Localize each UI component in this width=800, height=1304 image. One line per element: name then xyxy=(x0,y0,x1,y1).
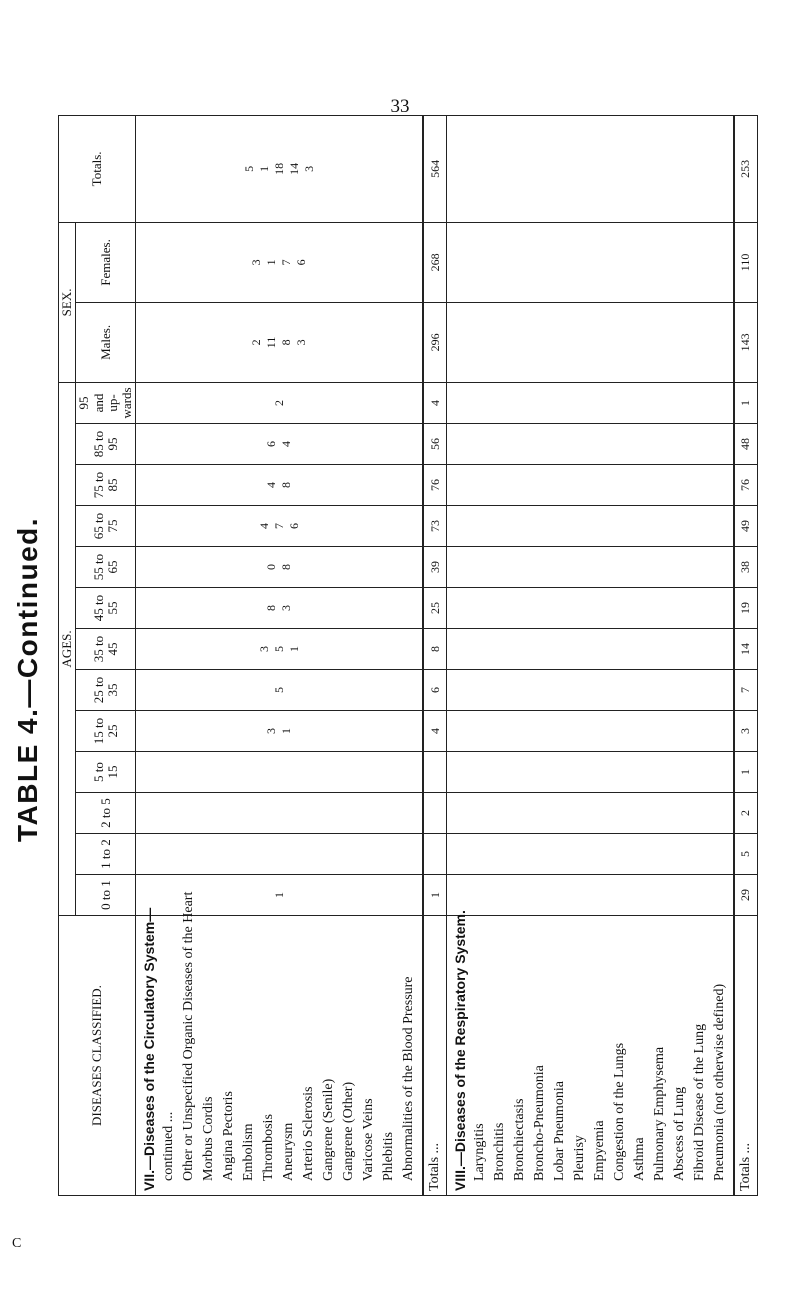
age-group-header: 2 to 5 xyxy=(76,793,136,834)
total-count-cell xyxy=(447,115,734,222)
females-count-cell xyxy=(136,222,423,302)
age-total: 1 xyxy=(734,382,758,423)
age-count: 8 xyxy=(279,564,294,570)
age-total: 76 xyxy=(423,465,447,506)
age-count-cell xyxy=(447,547,734,588)
age-total: 39 xyxy=(423,547,447,588)
total-count: 1 xyxy=(256,165,271,172)
age-group-header: 35 to 45 xyxy=(76,629,136,670)
disease-label: Bronchiectasis xyxy=(511,1098,527,1181)
diseases-table xyxy=(58,115,758,1196)
age-group-header: 85 to 95 xyxy=(76,424,136,465)
corner-mark: C xyxy=(12,1236,22,1251)
males-header: Males. xyxy=(76,302,136,382)
age-count-cell xyxy=(447,834,734,875)
age-total: 76 xyxy=(734,465,758,506)
age-count: 3 xyxy=(264,728,279,734)
disease-label: Embolism xyxy=(241,1123,257,1181)
females-count: 3 xyxy=(249,259,264,266)
disease-label: Morbus Cordis xyxy=(201,1096,217,1181)
age-count: 8 xyxy=(264,605,279,611)
males-count-cell xyxy=(136,302,423,382)
age-total: 56 xyxy=(423,424,447,465)
age-total: 7 xyxy=(734,670,758,711)
disease-label: Gangrene (Senile) xyxy=(321,1078,337,1181)
age-total xyxy=(423,793,447,834)
age-count: 1 xyxy=(271,892,286,898)
age-group-header: 25 to 35 xyxy=(76,670,136,711)
females-header: Females. xyxy=(76,222,136,302)
age-count-cell xyxy=(447,382,734,423)
age-count-cell xyxy=(136,793,423,834)
age-total: 14 xyxy=(734,629,758,670)
statistics-table-rotated xyxy=(58,116,758,1196)
age-group-header: 75 to 85 xyxy=(76,465,136,506)
disease-label: Arterio Sclerosis xyxy=(301,1086,317,1181)
disease-label: Varicose Veins xyxy=(361,1098,377,1181)
age-count: 1 xyxy=(286,646,301,652)
disease-label: Fibroid Disease of the Lung xyxy=(691,1023,707,1181)
disease-label: Pleurisy xyxy=(571,1135,587,1181)
age-total: 73 xyxy=(423,506,447,547)
age-count-cell xyxy=(136,547,423,588)
age-count: 2 xyxy=(271,399,286,406)
age-count-cell xyxy=(447,506,734,547)
females-count: 7 xyxy=(279,259,294,266)
disease-label: Gangrene (Other) xyxy=(341,1081,357,1181)
males-count-cell xyxy=(447,302,734,382)
total-count: 14 xyxy=(286,162,301,175)
disease-list xyxy=(447,910,734,1196)
age-total: 4 xyxy=(423,711,447,752)
age-total: 1 xyxy=(423,875,447,916)
age-count-cell xyxy=(447,629,734,670)
age-total: 49 xyxy=(734,506,758,547)
totals-row xyxy=(423,115,447,1195)
age-total: 29 xyxy=(734,875,758,916)
disease-label: Angina Pectoris xyxy=(221,1091,237,1181)
age-total: 19 xyxy=(734,588,758,629)
age-group-header: 65 to 75 xyxy=(76,506,136,547)
age-count: 4 xyxy=(279,441,294,447)
disease-label: Empyemia xyxy=(591,1120,607,1181)
age-group-header: 45 to 55 xyxy=(76,588,136,629)
age-count-cell xyxy=(136,670,423,711)
sex-header: SEX. xyxy=(59,222,76,382)
age-count-cell xyxy=(136,752,423,793)
diseases-header: DISEASES CLASSIFIED. xyxy=(59,916,136,1196)
disease-label: Thrombosis xyxy=(261,1114,277,1181)
age-group-header: 15 to 25 xyxy=(76,711,136,752)
table-head xyxy=(59,115,136,1195)
section-block xyxy=(447,115,734,1195)
age-count-cell xyxy=(447,465,734,506)
males-count: 2 xyxy=(249,339,264,346)
table-body xyxy=(136,115,758,1195)
age-count-cell xyxy=(447,752,734,793)
age-total: 5 xyxy=(734,834,758,875)
age-count: 4 xyxy=(264,482,279,488)
age-group-header: 5 to 15 xyxy=(76,752,136,793)
section-title-continued: continued ... xyxy=(161,1111,177,1181)
age-total xyxy=(423,752,447,793)
males-count: 8 xyxy=(279,339,294,346)
age-group-header: 0 to 1 xyxy=(76,875,136,916)
age-count-cell xyxy=(136,424,423,465)
total-count: 5 xyxy=(241,165,256,172)
disease-label: Broncho-Pneumonia xyxy=(531,1065,547,1181)
totals-label: Totals ... xyxy=(423,916,447,1196)
age-count: 8 xyxy=(279,482,294,488)
age-group-header: 55 to 65 xyxy=(76,547,136,588)
age-group-header: 95 and up-wards xyxy=(76,382,136,423)
age-count-cell xyxy=(136,588,423,629)
age-total: 3 xyxy=(734,711,758,752)
males-count: 3 xyxy=(294,339,309,346)
females-count: 1 xyxy=(264,259,279,266)
disease-label: Lobar Pneumonia xyxy=(551,1081,567,1181)
age-count-cell xyxy=(447,424,734,465)
age-count-cell xyxy=(447,793,734,834)
disease-label: Other or Unspecified Organic Diseases of the Heart xyxy=(181,891,197,1181)
age-count-cell xyxy=(136,834,423,875)
age-count: 5 xyxy=(271,687,286,693)
disease-label: Pneumonia (not otherwise defined) xyxy=(711,983,727,1181)
age-count: 0 xyxy=(264,564,279,570)
totals-label: Totals ... xyxy=(734,916,758,1196)
females-total: 110 xyxy=(734,222,758,302)
disease-label: Abscess of Lung xyxy=(671,1086,687,1181)
age-total: 4 xyxy=(423,382,447,423)
totals-row xyxy=(734,115,758,1195)
disease-label: Pulmonary Emphysema xyxy=(651,1046,667,1181)
age-count-cell xyxy=(136,711,423,752)
age-count: 6 xyxy=(286,523,301,529)
age-count: 3 xyxy=(279,605,294,611)
age-count-cell xyxy=(136,629,423,670)
total-count: 3 xyxy=(301,165,316,172)
females-count-cell xyxy=(447,222,734,302)
totals-header: Totals. xyxy=(59,115,136,222)
age-total: 25 xyxy=(423,588,447,629)
header-row-top xyxy=(59,115,76,1195)
grand-total: 564 xyxy=(423,115,447,222)
age-total: 1 xyxy=(734,752,758,793)
age-count-cell xyxy=(136,465,423,506)
disease-label: Aneurysm xyxy=(281,1122,297,1181)
age-count: 6 xyxy=(264,441,279,447)
disease-label: Asthma xyxy=(631,1137,647,1181)
age-total: 6 xyxy=(423,670,447,711)
females-count: 6 xyxy=(294,259,309,266)
ages-header: AGES. xyxy=(59,382,76,915)
age-total: 8 xyxy=(423,629,447,670)
disease-label: Bronchitis xyxy=(491,1122,507,1181)
table-side-title: TABLE 4.—Continued. xyxy=(12,516,43,842)
section-title: VIII.—Diseases of the Respiratory System. xyxy=(451,910,468,1191)
males-total: 296 xyxy=(423,302,447,382)
total-count: 18 xyxy=(271,162,286,175)
males-total: 143 xyxy=(734,302,758,382)
disease-label: Abnormalities of the Blood Pressure xyxy=(401,976,417,1181)
disease-list xyxy=(136,891,423,1196)
age-total: 38 xyxy=(734,547,758,588)
age-total: 2 xyxy=(734,793,758,834)
age-count: 1 xyxy=(279,728,294,734)
age-count: 7 xyxy=(271,523,286,529)
disease-label: Phlebitis xyxy=(381,1131,397,1181)
age-count-cell xyxy=(447,711,734,752)
age-group-header: 1 to 2 xyxy=(76,834,136,875)
age-count: 3 xyxy=(256,646,271,652)
total-count-cell xyxy=(136,115,423,222)
grand-total: 253 xyxy=(734,115,758,222)
age-count-cell xyxy=(447,588,734,629)
age-count-cell xyxy=(136,506,423,547)
age-count-cell xyxy=(136,382,423,423)
age-total xyxy=(423,834,447,875)
section-title: VII.—Diseases of the Circulatory System— xyxy=(141,907,158,1191)
section-block xyxy=(136,115,423,1195)
age-total: 48 xyxy=(734,424,758,465)
males-count: 11 xyxy=(264,336,279,349)
age-count-cell xyxy=(447,875,734,916)
page-number: 33 xyxy=(390,96,410,117)
disease-label: Laryngitis xyxy=(471,1123,487,1181)
disease-label: Congestion of the Lungs xyxy=(611,1042,627,1181)
age-count: 4 xyxy=(256,523,271,529)
age-count: 5 xyxy=(271,646,286,652)
age-count-cell xyxy=(447,670,734,711)
females-total: 268 xyxy=(423,222,447,302)
